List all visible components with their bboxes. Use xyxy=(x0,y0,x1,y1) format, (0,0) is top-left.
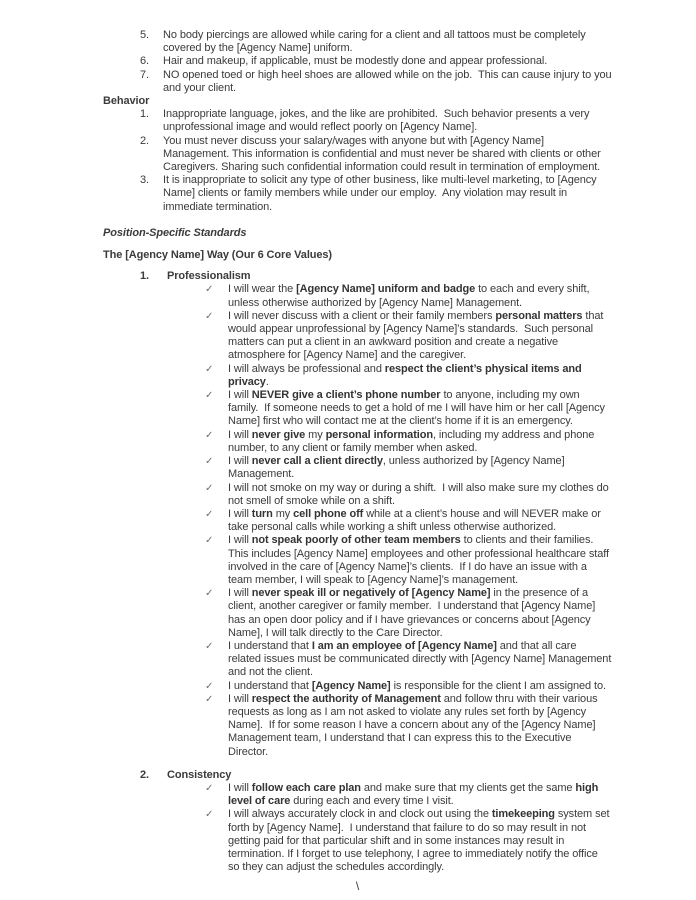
check-icon: ✓ xyxy=(205,640,214,652)
check-item-text: I will always be professional and respect the client’s physical items and privacy. xyxy=(228,362,585,388)
item-number: 7. xyxy=(140,68,149,81)
checklist xyxy=(103,782,612,874)
item-number: 1. xyxy=(140,108,149,121)
check-icon: ✓ xyxy=(205,390,214,402)
check-icon: ✓ xyxy=(205,588,214,600)
check-item-text: I will never discuss with a client or their family members personal matters that would appear unprofessional by [Agency Name]’s standards. Such personal matters can put a client in an awkward position and create a negative atmosphere for [Agency Name] and the caregiver. xyxy=(228,309,607,362)
item-text: It is inappropriate to solicit any type of other business, like multi-level marketing, to [Agency Name] clients or family members while under our employ. Any violation may result in immediate termination. xyxy=(163,174,600,213)
check-item xyxy=(103,310,612,363)
section-heading-italic: Position-Specific Standards xyxy=(103,226,247,239)
item-text: You must never discuss your salary/wages with anyone but with [Agency Name] Management. This information is confidential and must never be shared with clients or other Caregivers. Sharing such confidential information could result in termination of employment. xyxy=(163,134,604,174)
check-item xyxy=(103,534,612,587)
item-text: Inappropriate language, jokes, and the like are prohibited. Such behavior presents a very unprofessional image and would reflect poorly on [Agency Name]. xyxy=(163,108,593,134)
item-number: 5. xyxy=(140,29,149,41)
check-item xyxy=(103,680,612,693)
numbered-list xyxy=(103,29,615,95)
check-item-text: I will NEVER give a client’s phone number to anyone, including my own family. If someone needs to get a hold of me I will have him or her call [Agency Name] first who will contact me at the client’s home if it is an emergency. xyxy=(228,389,608,428)
section-heading: The [Agency Name] Way (Our 6 Core Values) xyxy=(103,249,333,262)
check-item-text: I will not smoke on my way or during a shift. I will also make sure my clothes do not smell of smoke while on a shift. xyxy=(228,481,612,507)
list-item xyxy=(103,108,612,134)
check-item-text: I will never give my personal information, including my address and phone number, to any client or family member when asked. xyxy=(228,428,598,454)
list-item xyxy=(103,174,612,214)
item-text: Hair and makeup, if applicable, must be modestly done and appear professional. xyxy=(163,55,548,68)
check-item xyxy=(103,587,612,640)
checklist xyxy=(103,283,615,758)
check-icon: ✓ xyxy=(205,429,214,441)
check-item-text: I will not speak poorly of other team members to clients and their families. This includes [Agency Name] employees and other professional healthcare staff involved in the care of [Agency Name]’s clients. If I do have an issue with a team member, I will speak to [Agency Name]’s management. xyxy=(228,534,612,586)
check-item xyxy=(103,429,612,455)
item-text: No body piercings are allowed while caring for a client and all tattoos must be completely covered by the [Agency Name] uniform. xyxy=(163,29,589,55)
check-item xyxy=(103,363,612,389)
check-icon: ✓ xyxy=(205,782,214,794)
item-text: NO opened toed or high heel shoes are allowed while on the job. This can cause injury to you and your client. xyxy=(163,68,615,94)
numbered-list xyxy=(103,108,612,214)
check-icon: ✓ xyxy=(205,693,214,705)
core-value-title: Consistency xyxy=(167,768,232,781)
core-value-title: Professionalism xyxy=(167,270,251,283)
item-number: 6. xyxy=(140,55,149,68)
check-item-text: I will always accurately clock in and clock out using the timekeeping system set forth by [Agency Name]. I understand that failure to do so may result in not getting paid for that particular shift and in some instances may result in termination. If I forget to use telephony, I agree to immediately notify the office so they can adjust the schedules accordingly. xyxy=(228,808,613,874)
check-item-text: I will never speak ill or negatively of [Agency Name] in the presence of a client, another caregiver or family member. I understand that [Agency Name] has an open door policy and if I have grievances or concerns about [Agency Name], I will talk directly to the Care Director. xyxy=(228,587,599,639)
core-value-number: 2. xyxy=(140,768,149,781)
footer-mark: \ xyxy=(355,879,360,894)
check-item-text: I understand that [Agency Name] is responsible for the client I am assigned to. xyxy=(228,679,606,692)
core-value-section xyxy=(103,769,612,875)
check-item-text: I will never call a client directly, unless authorized by [Agency Name] Management. xyxy=(228,455,568,481)
list-item xyxy=(103,29,612,55)
check-icon: ✓ xyxy=(205,456,214,468)
item-number: 2. xyxy=(140,134,149,147)
core-value-number: 1. xyxy=(140,270,149,283)
core-value-section xyxy=(103,270,615,759)
list-item xyxy=(103,55,612,68)
check-item-text: I will turn my cell phone off while at a client’s house and will NEVER make or take personal calls while working a shift unless otherwise authorized. xyxy=(228,507,604,534)
check-item-text: I will follow each care plan and make sure that my clients get the same high level of care during each and every time I visit. xyxy=(228,781,602,808)
check-item xyxy=(103,639,615,680)
item-number: 3. xyxy=(140,174,149,187)
check-item xyxy=(103,508,612,534)
check-icon: ✓ xyxy=(205,508,214,520)
check-item xyxy=(103,482,612,508)
check-item xyxy=(103,283,612,309)
check-item xyxy=(103,782,612,808)
section-heading: Behavior xyxy=(103,95,150,108)
core-value-heading xyxy=(103,270,612,283)
check-icon: ✓ xyxy=(205,680,214,692)
check-item xyxy=(103,389,612,429)
list-item xyxy=(103,68,615,95)
check-item xyxy=(103,808,612,874)
list-item xyxy=(103,135,612,175)
check-icon: ✓ xyxy=(205,310,214,322)
core-value-heading xyxy=(103,769,612,782)
check-icon: ✓ xyxy=(205,284,214,296)
document-content xyxy=(103,29,615,874)
check-item xyxy=(103,693,612,759)
check-item-text: I understand that I am an employee of [Agency Name] and that all care related issues must be communicated directly with [Agency Name] Management and not the client. xyxy=(228,639,615,679)
check-item xyxy=(103,455,612,481)
check-item-text: I will wear the [Agency Name] uniform and badge to each and every shift, unless otherwise authorized by [Agency Name] Management. xyxy=(228,283,593,309)
check-icon: ✓ xyxy=(205,535,214,547)
check-icon: ✓ xyxy=(205,809,214,821)
check-item-text: I will respect the authority of Management and follow thru with their various requests as long as I am not asked to violate any rules set forth by [Agency Name]. If for some reason I have a concern about any of the [Agency Name] Management team, I understand that I can express this to the Executive Director. xyxy=(228,692,601,758)
check-icon: ✓ xyxy=(205,482,214,494)
check-icon: ✓ xyxy=(205,363,214,375)
